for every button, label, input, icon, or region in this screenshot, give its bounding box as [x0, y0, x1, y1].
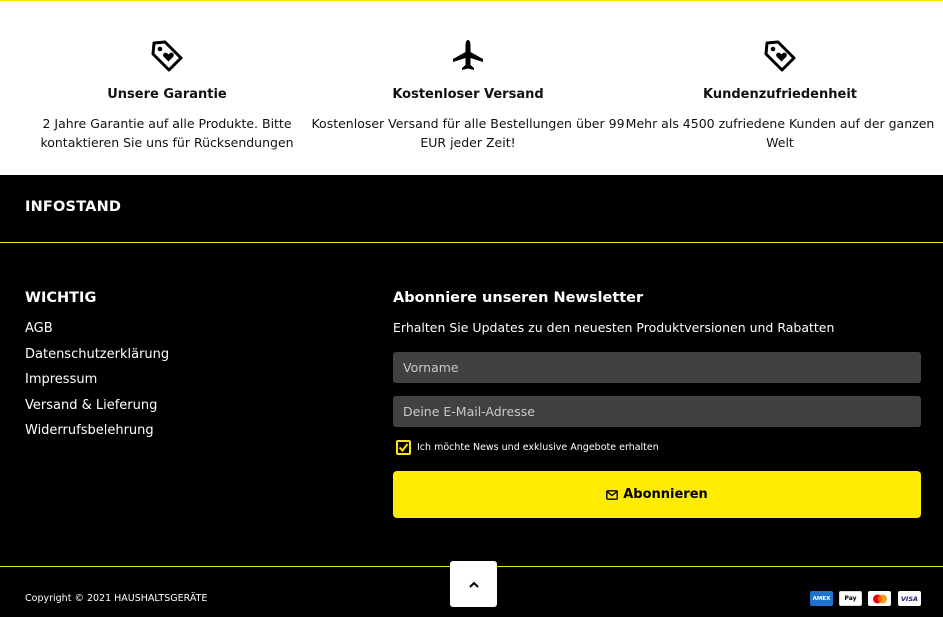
feature-title: Kostenloser Versand	[392, 87, 544, 102]
mastercard-circles	[872, 594, 888, 604]
footer-links	[25, 320, 169, 448]
infostand-section	[0, 175, 943, 243]
link-widerruf[interactable]: Widerrufsbelehrung	[25, 423, 154, 438]
subscribe-button[interactable]	[393, 471, 921, 518]
features-section	[0, 0, 943, 175]
email-input[interactable]	[393, 396, 921, 427]
feature-title: Kundenzufriedenheit	[702, 87, 857, 102]
tag-heart-icon	[149, 38, 185, 74]
amex-icon: AMEX	[810, 591, 833, 606]
feature-description: Mehr als 4500 zufriedene Kunden auf der ganzen Welt	[625, 116, 935, 150]
feature-title: Unsere Garantie	[107, 87, 227, 102]
feature-description: 2 Jahre Garantie auf alle Produkte. Bitte kontaktieren Sie uns für Rücksendungen	[40, 116, 294, 150]
back-to-top-button[interactable]	[450, 561, 497, 607]
link-impressum[interactable]: Impressum	[25, 372, 98, 387]
links-heading: WICHTIG	[25, 290, 97, 306]
apple-pay-icon	[839, 591, 862, 606]
footer-bottom-bar	[0, 566, 943, 617]
feature-description: Kostenloser Versand für alle Bestellungen über 99 EUR jeder Zeit!	[311, 116, 625, 150]
copyright: Copyright © 2021 HAUSHALTSGERÄTE	[25, 593, 208, 604]
airplane-icon	[450, 38, 486, 74]
checkmark-icon	[398, 442, 409, 453]
consent-row	[396, 440, 659, 455]
visa-icon: VISA	[898, 591, 921, 606]
envelope-icon	[606, 490, 618, 500]
link-agb[interactable]: AGB	[25, 321, 53, 336]
subscribe-label: Abonnieren	[623, 487, 708, 502]
apple-pay-label: Pay	[844, 595, 857, 602]
infostand-heading[interactable]: INFOSTAND	[25, 199, 122, 215]
firstname-input[interactable]	[393, 352, 921, 383]
consent-label: Ich möchte News und exklusive Angebote erhalten	[417, 442, 659, 453]
tag-heart-icon	[762, 38, 798, 74]
link-versand[interactable]: Versand & Lieferung	[25, 397, 158, 413]
newsletter-title: Abonniere unseren Newsletter	[393, 290, 644, 306]
consent-checkbox[interactable]	[396, 440, 411, 455]
link-datenschutz[interactable]: Datenschutzerklärung	[25, 346, 170, 362]
newsletter-subtitle: Erhalten Sie Updates zu den neuesten Produktversionen und Rabatten	[393, 320, 835, 335]
mastercard-icon	[868, 591, 891, 606]
chevron-up-icon	[469, 581, 479, 588]
